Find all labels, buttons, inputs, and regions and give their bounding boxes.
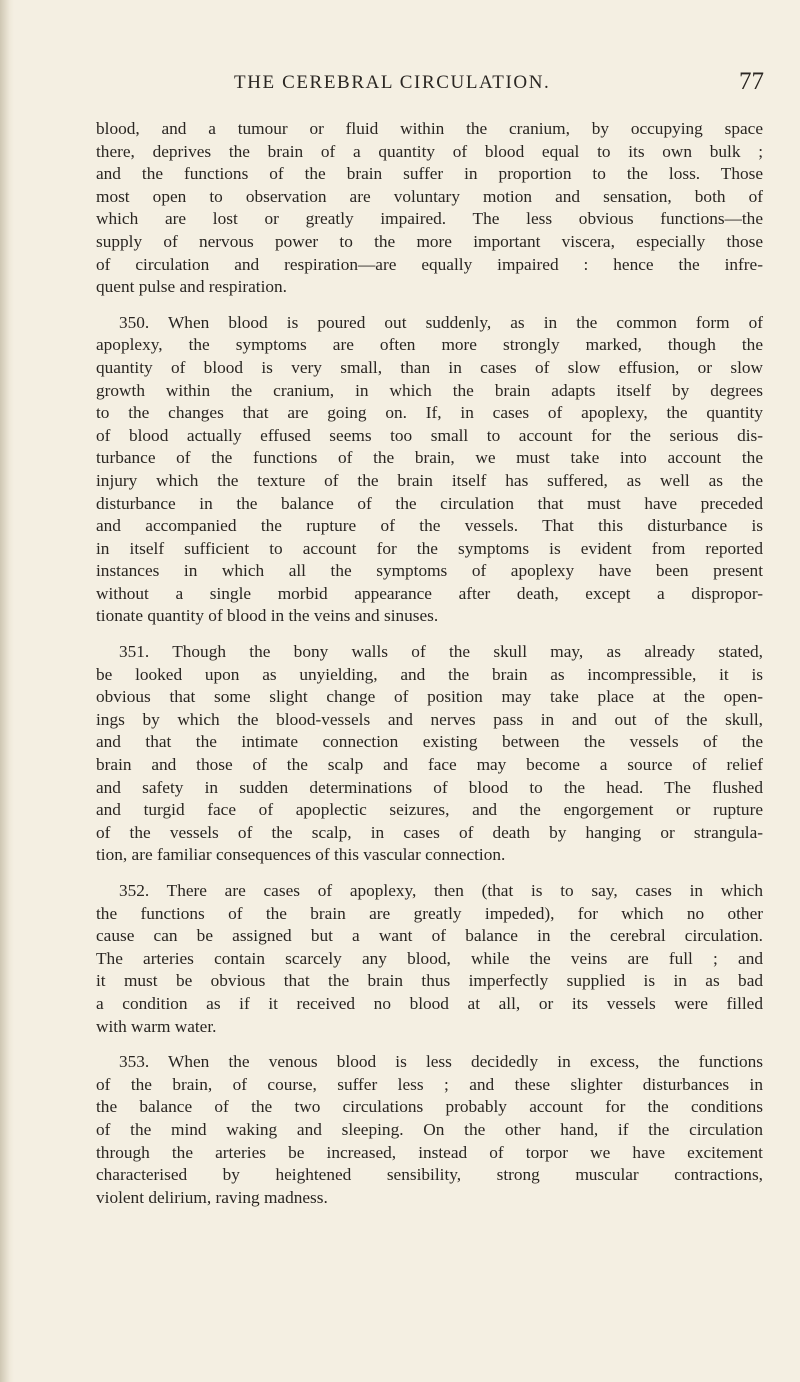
text-line: of the brain, of course, suffer less ; and these slighter disturbances in (96, 1074, 763, 1094)
text-line: cause can be assigned but a want of balance in the cerebral circulation. (96, 926, 763, 946)
text-line: a condition as if it received no blood at all, or its vessels were filled (96, 993, 763, 1013)
text-line: it must be obvious that the brain thus imperfectly supplied is in as bad (96, 971, 763, 991)
text-line: apoplexy, the symptoms are often more strongly marked, though the (96, 335, 763, 355)
text-line: quent pulse and respiration. (96, 277, 288, 297)
text-line: there, deprives the brain of a quantity of blood equal to its own bulk ; (96, 141, 763, 161)
text-line: growth within the cranium, in which the brain adapts itself by degrees (96, 380, 763, 400)
text-line: tionate quantity of blood in the veins and sinuses. (96, 606, 439, 626)
text-line: in itself sufficient to account for the symptoms is evident from reported (96, 538, 763, 558)
text-line: violent delirium, raving madness. (96, 1187, 328, 1207)
text-line: most open to observation are voluntary motion and sensation, both of (96, 186, 763, 206)
text-line: and accompanied the rupture of the vessels. That this disturbance is (96, 516, 763, 536)
text-line: The arteries contain scarcely any blood, while the veins are full ; and (96, 948, 763, 968)
text-line: 352. There are cases of apoplexy, then (that is to say, cases in which (119, 881, 763, 900)
text-line: of the mind waking and sleeping. On the other hand, if the circulation (96, 1119, 763, 1139)
page-gutter-shadow (0, 0, 14, 1382)
text-line: and turgid face of apoplectic seizures, and the engorgement or rupture (96, 800, 763, 820)
text-line: ings by which the blood-vessels and nerves pass in and out of the skull, (96, 709, 763, 729)
text-line: characterised by heightened sensibility, strong muscular contractions, (96, 1165, 763, 1185)
text-line: and that the intimate connection existing between the vessels of the (96, 732, 763, 752)
text-line: which are lost or greatly impaired. The less obvious functions—the (96, 209, 763, 229)
text-line: be looked upon as unyielding, and the brain as incompressible, it is (96, 664, 763, 684)
text-line: with warm water. (96, 1016, 217, 1036)
text-line: 350. When blood is poured out suddenly, as in the common form of (119, 312, 763, 332)
text-line: of blood actually effused seems too small to account for the serious dis- (96, 425, 763, 445)
text-line: the functions of the brain are greatly impeded), for which no other (96, 903, 763, 923)
paragraph-continued (96, 118, 763, 299)
text-line: through the arteries be increased, instead of torpor we have excitement (96, 1142, 763, 1162)
body-text (96, 118, 763, 1222)
paragraph-353 (96, 1051, 763, 1209)
text-line: and safety in sudden determinations of blood to the head. The flushed (96, 777, 763, 797)
text-line: of the vessels of the scalp, in cases of death by hanging or strangula- (96, 822, 763, 842)
running-head (96, 68, 764, 100)
paragraph-351 (96, 641, 763, 867)
page-number: 77 (739, 68, 764, 95)
text-line: and the functions of the brain suffer in proportion to the loss. Those (96, 164, 763, 184)
text-line: to the changes that are going on. If, in cases of apoplexy, the quantity (96, 403, 763, 423)
text-line: blood, and a tumour or fluid within the cranium, by occupying space (96, 119, 763, 138)
paragraph-350 (96, 312, 763, 628)
text-line: without a single morbid appearance after death, except a dispropor- (96, 583, 763, 603)
text-line: of circulation and respiration—are equally impaired : hence the infre- (96, 254, 763, 274)
text-line: injury which the texture of the brain itself has suffered, as well as the (96, 470, 763, 490)
text-line: 351. Though the bony walls of the skull may, as already stated, (119, 642, 763, 662)
text-line: disturbance in the balance of the circulation that must have preceded (96, 493, 763, 513)
text-line: supply of nervous power to the more important viscera, especially those (96, 231, 763, 251)
text-line: brain and those of the scalp and face may become a source of relief (96, 755, 763, 775)
text-line: 353. When the venous blood is less decidedly in excess, the functions (119, 1052, 763, 1072)
text-line: the balance of the two circulations probably account for the conditions (96, 1097, 763, 1117)
text-line: quantity of blood is very small, than in cases of slow effusion, or slow (96, 357, 763, 377)
text-line: obvious that some slight change of position may take place at the open- (96, 687, 763, 707)
text-line: tion, are familiar consequences of this vascular connection. (96, 845, 506, 865)
text-line: instances in which all the symptoms of apoplexy have been present (96, 561, 763, 581)
text-line: turbance of the functions of the brain, we must take into account the (96, 448, 763, 468)
running-title: THE CEREBRAL CIRCULATION. (234, 72, 551, 93)
paragraph-352 (96, 880, 763, 1038)
